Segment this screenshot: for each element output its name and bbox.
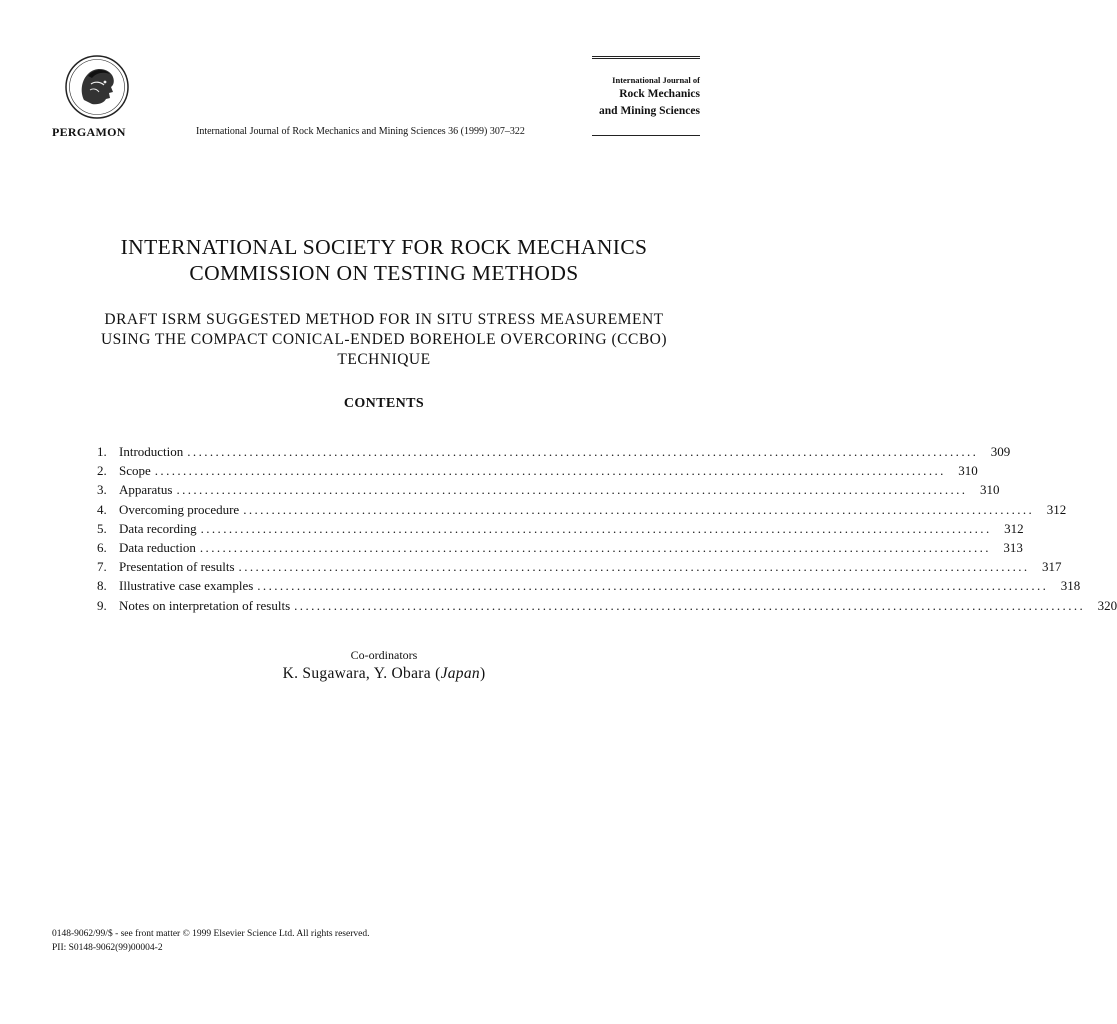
org-title-line2: COMMISSION ON TESTING METHODS — [189, 261, 579, 285]
journal-prefix: International Journal of — [612, 75, 700, 85]
toc-item-title: Overcoming procedure — [119, 501, 240, 517]
toc-item — [97, 578, 1081, 597]
contents-heading: CONTENTS — [343, 396, 425, 411]
toc-item — [97, 559, 1062, 578]
toc-item — [97, 501, 1067, 521]
toc-item-number: 9. — [97, 597, 107, 613]
coordinators-label: Co-ordinators — [350, 648, 418, 662]
toc-item-number: 8. — [97, 578, 107, 594]
table-of-contents — [97, 444, 1117, 617]
toc-item-number: 5. — [97, 520, 107, 536]
toc-leader-dots: ............................................................................................................................................ — [154, 463, 946, 479]
toc-leader-dots: ............................................................................................................................................ — [238, 559, 1030, 575]
journal-name-line1: Rock Mechanics — [619, 88, 700, 100]
toc-item-title: Data reduction — [119, 539, 196, 555]
copyright-line: 0148-9062/99/$ - see front matter © 1999 Elsevier Science Ltd. All rights reserved. — [52, 929, 370, 939]
toc-item-page: 320 — [1097, 597, 1117, 613]
toc-item-title: Presentation of results — [119, 559, 235, 575]
copyright-footer — [52, 927, 369, 955]
pii-line: PII: S0148-9062(99)00004-2 — [52, 943, 163, 953]
toc-item-page: 317 — [1042, 559, 1062, 575]
journal-name-line2: and Mining Sciences — [599, 105, 700, 117]
toc-item-title: Illustrative case examples — [119, 578, 254, 594]
toc-item-page: 318 — [1060, 578, 1081, 594]
toc-item-page: 312 — [1046, 501, 1067, 517]
toc-leader-dots: ............................................................................................................................................ — [176, 482, 968, 498]
pergamon-helmeted-head-icon — [64, 54, 130, 120]
toc-item-page: 310 — [958, 463, 978, 479]
toc-item-title: Introduction — [119, 444, 184, 459]
toc-item — [97, 463, 978, 482]
author-country: Japan — [440, 665, 480, 682]
masthead-top-rule — [592, 56, 700, 59]
toc-leader-dots: ............................................................................................................................................ — [187, 444, 979, 459]
subtitle-line1: DRAFT ISRM SUGGESTED METHOD FOR IN SITU STRESS MEASUREMENT — [104, 311, 664, 328]
toc-leader-dots: ............................................................................................................................................ — [200, 520, 992, 536]
toc-item-page: 309 — [990, 444, 1011, 459]
toc-leader-dots: ............................................................................................................................................ — [243, 501, 1035, 517]
toc-item-number: 3. — [97, 482, 107, 498]
toc-item-title: Scope — [119, 463, 151, 479]
toc-item-number: 4. — [97, 501, 107, 517]
toc-item-number: 1. — [97, 444, 107, 459]
toc-item-number: 6. — [97, 539, 107, 555]
toc-item-page: 313 — [1003, 539, 1023, 555]
toc-item-title: Data recording — [119, 520, 197, 536]
toc-item-title: Notes on interpretation of results — [119, 597, 291, 613]
toc-item — [97, 520, 1024, 540]
toc-item — [97, 482, 1000, 501]
subtitle-line3: TECHNIQUE — [337, 351, 431, 368]
toc-leader-dots: ............................................................................................................................................ — [257, 578, 1049, 594]
masthead-bottom-rule — [592, 135, 700, 136]
toc-leader-dots: ............................................................................................................................................ — [199, 539, 991, 555]
toc-item — [97, 444, 1011, 463]
toc-leader-dots: ............................................................................................................................................ — [294, 597, 1086, 613]
organization-title — [0, 234, 768, 286]
toc-item-page: 312 — [1004, 520, 1024, 536]
toc-item-title: Apparatus — [119, 482, 173, 498]
coordinator-names — [0, 665, 768, 683]
toc-item-page: 310 — [979, 482, 1000, 498]
subtitle-line2: USING THE COMPACT CONICAL-ENDED BOREHOLE OVERCORING (CCBO) — [100, 331, 668, 348]
journal-citation: International Journal of Rock Mechanics and Mining Sciences 36 (1999) 307–322 — [196, 126, 525, 137]
toc-item — [97, 597, 1117, 617]
toc-item-number: 2. — [97, 463, 107, 479]
journal-masthead — [592, 56, 700, 119]
publisher-name: PERGAMON — [52, 125, 126, 139]
author-close-paren: ) — [479, 665, 486, 682]
document-subtitle — [0, 310, 768, 370]
author-names: K. Sugawara, Y. Obara ( — [282, 665, 441, 682]
org-title-line1: INTERNATIONAL SOCIETY FOR ROCK MECHANICS — [120, 235, 648, 259]
toc-item-number: 7. — [97, 559, 107, 575]
toc-item — [97, 539, 1023, 559]
